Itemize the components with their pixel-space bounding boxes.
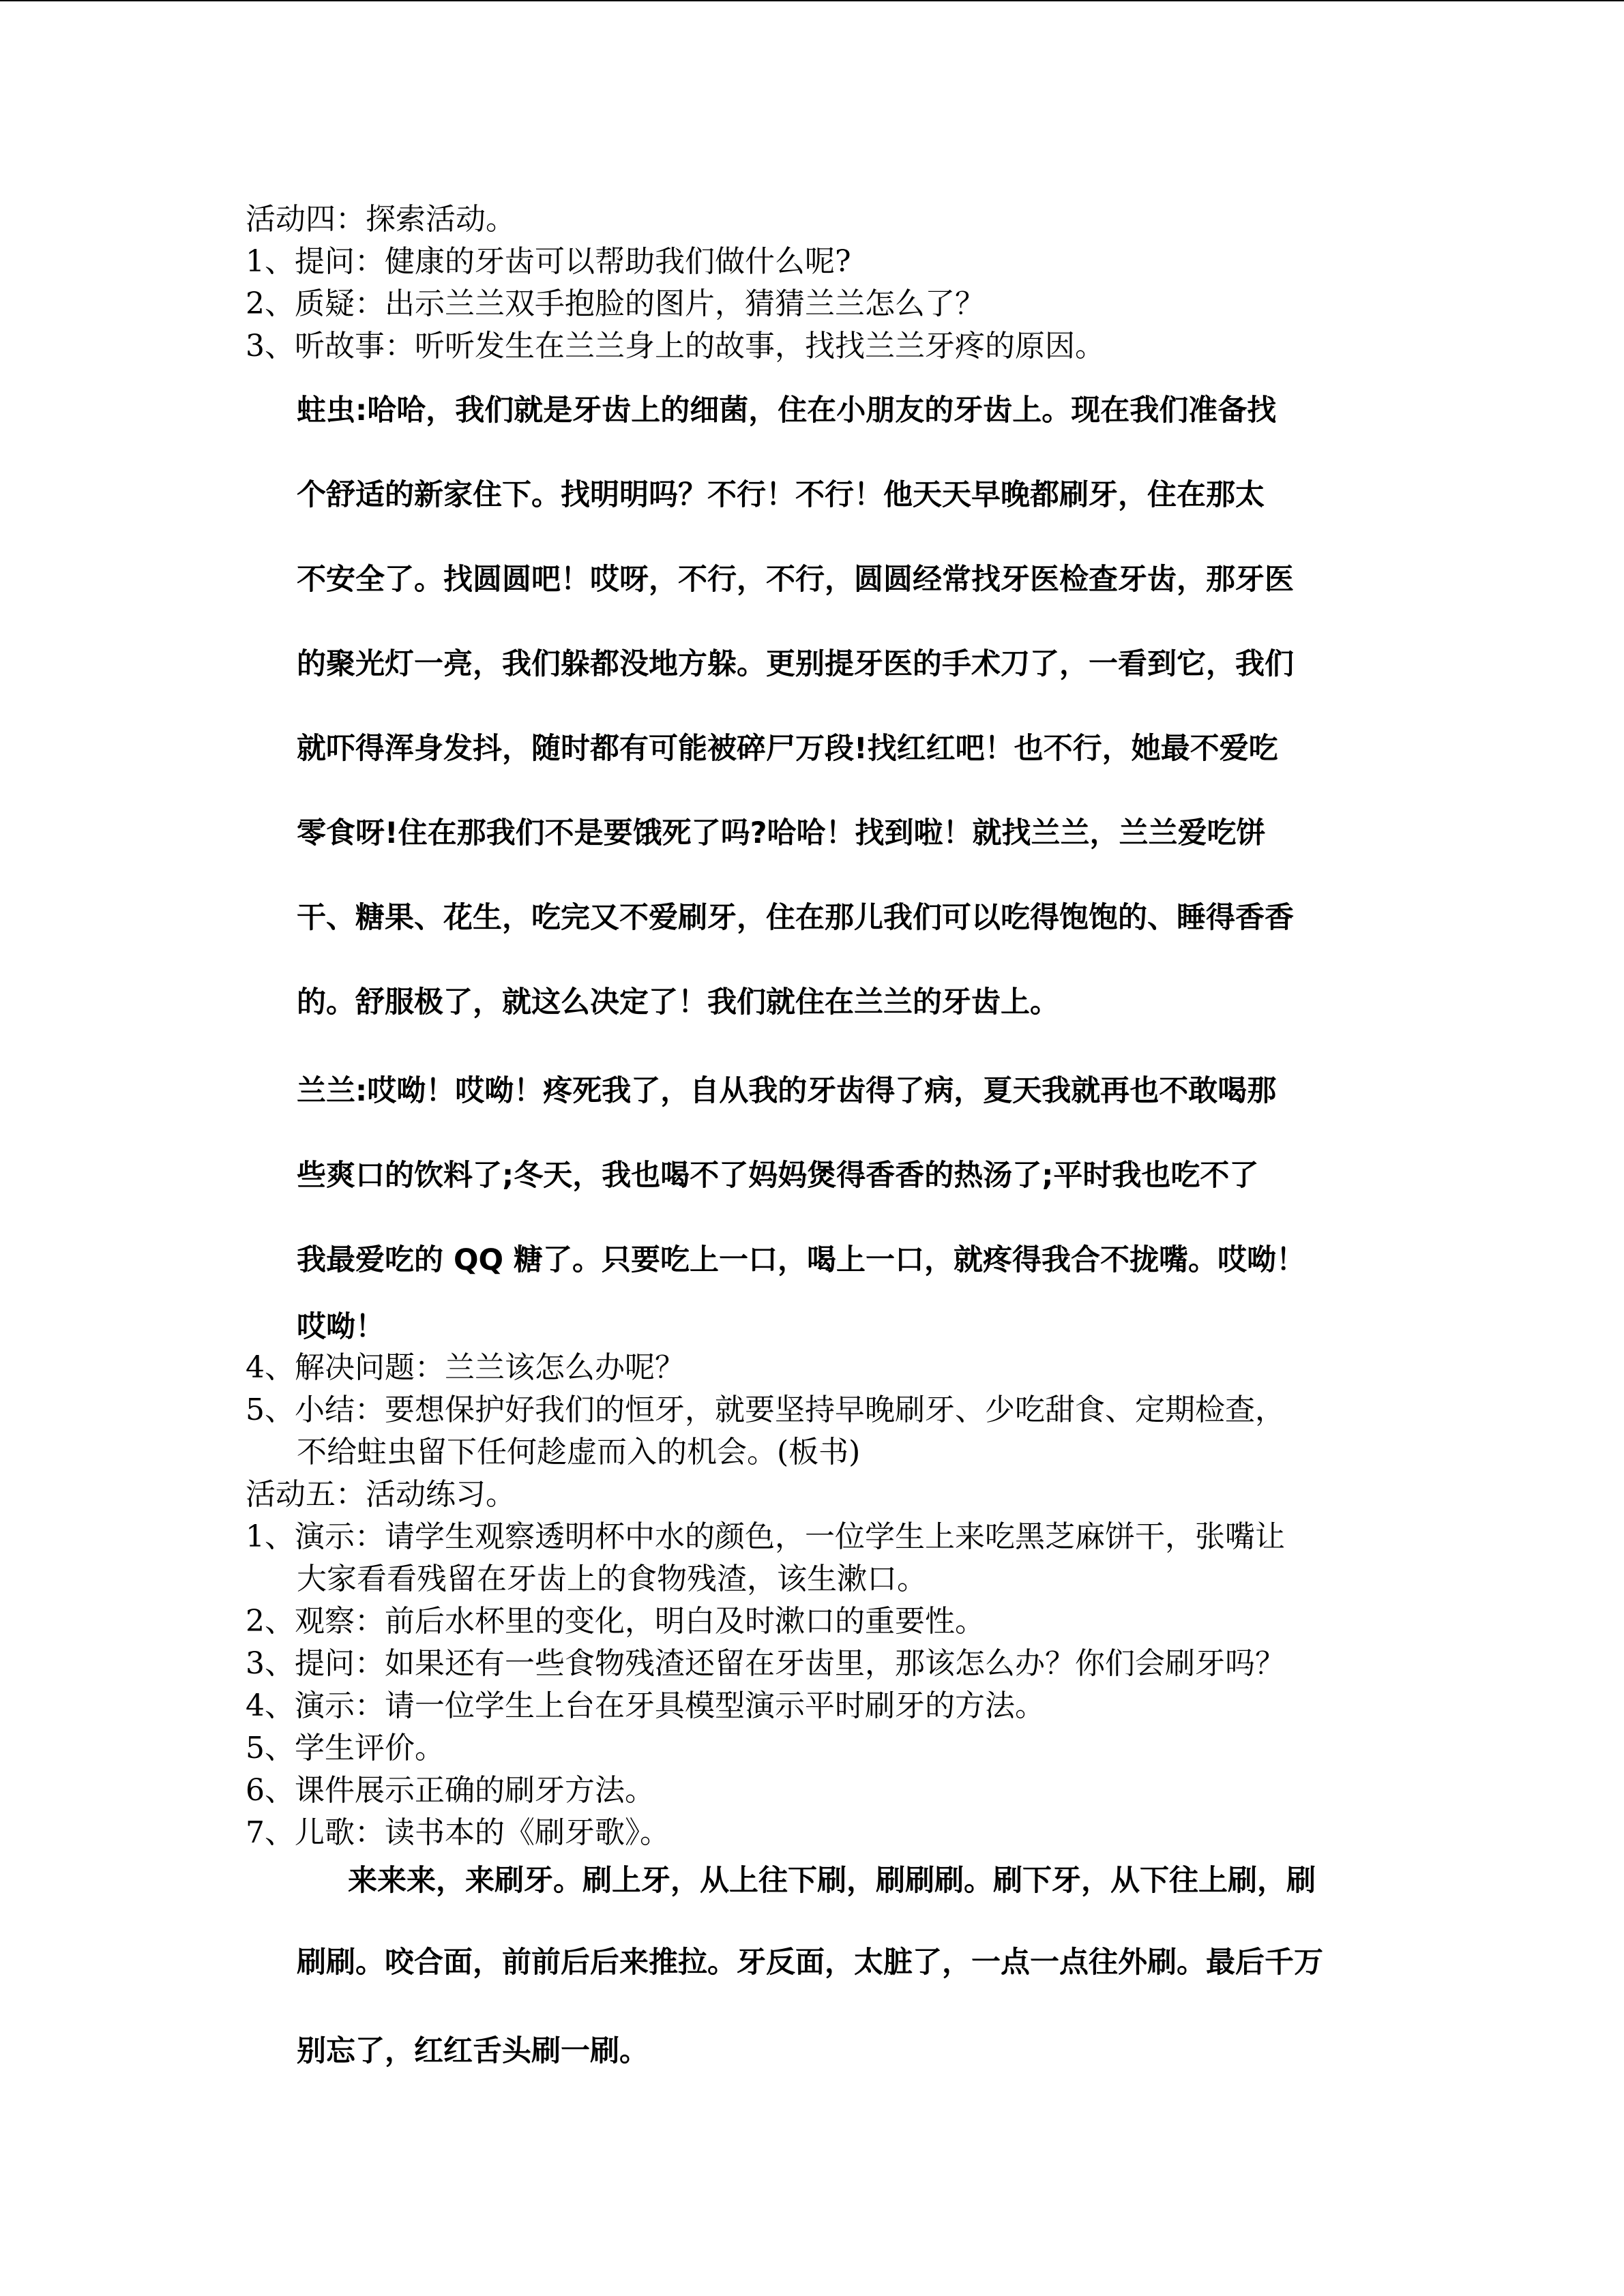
activity5-item-2: 2、观察：前后水杯里的变化，明白及时漱口的重要性。 xyxy=(246,1604,985,1639)
story-line-6: 零食呀!住在那我们不是要饿死了吗?哈哈！找到啦！就找兰兰，兰兰爱吃饼 xyxy=(297,816,1266,850)
activity4-item-1: 1、提问：健康的牙齿可以帮助我们做什么呢? xyxy=(246,244,851,279)
story-line-2: 个舒适的新家住下。找明明吗？不行！不行！他天天早晚都刷牙，住在那太 xyxy=(297,478,1265,512)
activity5-item-1: 1、演示：请学生观察透明杯中水的颜色，一位学生上来吃黑芝麻饼干，张嘴让 xyxy=(246,1519,1285,1554)
story-line-12: 哎呦！ xyxy=(297,1310,385,1344)
story-line-1: 蛀虫:哈哈，我们就是牙齿上的细菌，住在小朋友的牙齿上。现在我们准备找 xyxy=(297,393,1277,428)
poem-line-3: 别忘了，红红舌头刷一刷。 xyxy=(297,2034,649,2068)
story-line-10: 些爽口的饮料了;冬天，我也喝不了妈妈煲得香香的热汤了;平时我也吃不了 xyxy=(297,1159,1259,1193)
activity4-item-3: 3、听故事：听听发生在兰兰身上的故事，找找兰兰牙疼的原因。 xyxy=(246,329,1105,363)
activity4-item-5: 5、小结：要想保护好我们的恒牙，就要坚持早晚刷牙、少吃甜食、定期检查， xyxy=(246,1392,1285,1427)
activity5-item-5: 5、学生评价。 xyxy=(246,1731,445,1765)
story-line-3: 不安全了。找圆圆吧！哎呀，不行，不行，圆圆经常找牙医检查牙齿，那牙医 xyxy=(297,563,1294,597)
activity4-item-5-cont: 不给蛀虫留下任何趁虚而入的机会。(板书) xyxy=(297,1435,861,1470)
story-line-9: 兰兰:哎呦！哎呦！疼死我了，自从我的牙齿得了病，夏天我就再也不敢喝那 xyxy=(297,1074,1277,1108)
activity5-item-1-cont: 大家看看残留在牙齿上的食物残渣，该生漱口。 xyxy=(297,1562,927,1596)
activity5-item-3: 3、提问：如果还有一些食物残渣还留在牙齿里，那该怎么办？你们会刷牙吗？ xyxy=(246,1646,1285,1681)
story-line-5: 就吓得浑身发抖，随时都有可能被碎尸万段!找红红吧！也不行，她最不爱吃 xyxy=(297,732,1278,766)
story-line-4: 的聚光灯一亮，我们躲都没地方躲。更别提牙医的手术刀了，一看到它，我们 xyxy=(297,647,1294,681)
activity5-item-4: 4、演示：请一位学生上台在牙具模型演示平时刷牙的方法。 xyxy=(246,1688,1045,1723)
activity5-item-6: 6、课件展示正确的刷牙方法。 xyxy=(246,1773,655,1808)
poem-line-1: 来来来，来刷牙。刷上牙，从上往下刷，刷刷刷。刷下牙，从下往上刷，刷 xyxy=(348,1864,1316,1898)
activity4-heading: 活动四：探索活动。 xyxy=(246,202,516,237)
poem-line-2: 刷刷。咬合面，前前后后来推拉。牙反面，太脏了，一点一点往外刷。最后千万 xyxy=(297,1945,1323,1980)
story-line-7: 干、糖果、花生，吃完又不爱刷牙，住在那儿我们可以吃得饱饱的、睡得香香 xyxy=(297,901,1294,935)
activity5-item-7: 7、儿歌：读书本的《刷牙歌》。 xyxy=(246,1815,670,1850)
activity5-heading: 活动五：活动练习。 xyxy=(246,1477,516,1512)
activity4-item-2: 2、质疑：出示兰兰双手抱脸的图片，猜猜兰兰怎么了？ xyxy=(246,286,985,321)
story-line-8: 的。舒服极了，就这么决定了！我们就住在兰兰的牙齿上。 xyxy=(297,985,1059,1019)
story-line-11: 我最爱吃的 QQ 糖了。只要吃上一口，喝上一口，就疼得我合不拢嘴。哎呦！ xyxy=(297,1243,1306,1277)
activity4-item-4: 4、解决问题：兰兰该怎么办呢？ xyxy=(246,1350,685,1385)
